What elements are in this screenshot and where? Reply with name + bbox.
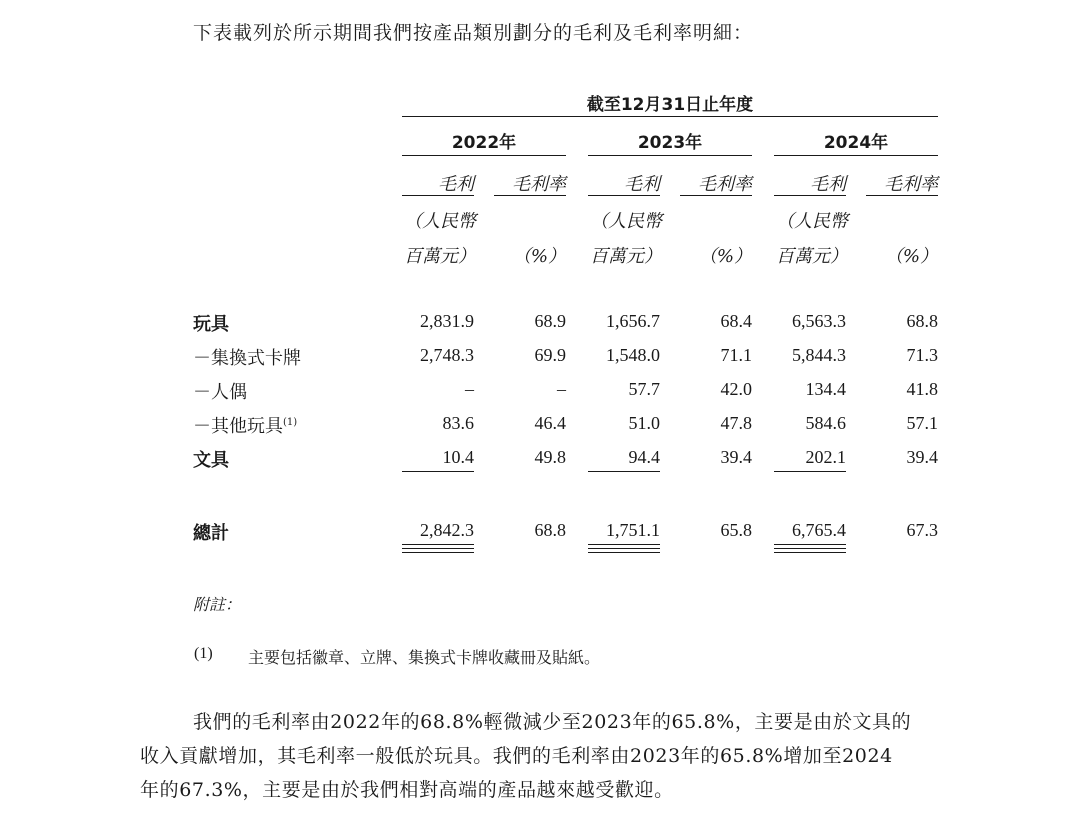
col-gross-profit-2024: 毛利 xyxy=(810,174,846,195)
total-top-rule xyxy=(774,544,846,545)
cell: 83.6 xyxy=(442,413,474,433)
row-label-text: －其他玩具 xyxy=(193,416,283,437)
cell: 69.9 xyxy=(534,345,566,365)
cell: 39.4 xyxy=(906,447,938,467)
cell: 6,563.3 xyxy=(792,311,846,331)
cell: – xyxy=(465,379,474,399)
footnote-ref: (1) xyxy=(283,417,298,428)
cell: 42.0 xyxy=(720,379,752,399)
paragraph-line-1: 我們的毛利率由2022年的68.8%輕微減少至2023年的65.8%，主要是由於文具的 xyxy=(193,711,912,733)
intro-text: 下表載列於所示期間我們按產品類別劃分的毛利及毛利率明細： xyxy=(193,22,754,44)
paragraph-line-3: 年的67.3%，主要是由於我們相對高端的產品越來越受歡迎。 xyxy=(140,779,674,801)
unit-pct-2023: （%） xyxy=(698,246,752,267)
unit-rmb-2023: （人民幣 xyxy=(590,211,662,232)
cell: 41.8 xyxy=(906,379,938,399)
unit-rmb-2022: （人民幣 xyxy=(404,211,476,232)
cell: 584.6 xyxy=(805,413,846,433)
total-double-rule xyxy=(774,548,846,553)
row-label-total: 總計 xyxy=(193,523,229,544)
cell: 46.4 xyxy=(534,413,566,433)
row-label-figures: －人偶 xyxy=(193,382,247,403)
cell: 71.3 xyxy=(906,345,938,365)
cell: 49.8 xyxy=(534,447,566,467)
col-margin-2022: 毛利率 xyxy=(512,174,566,195)
sub-rule xyxy=(494,195,566,196)
cell: 1,548.0 xyxy=(606,345,660,365)
unit-rmb-2024: （人民幣 xyxy=(776,211,848,232)
unit-pct-2022: （%） xyxy=(512,246,566,267)
unit-million-2024: 百萬元） xyxy=(776,246,848,267)
year-2022: 2022年 xyxy=(451,133,517,153)
cell-total: 67.3 xyxy=(906,520,938,540)
cell-total: 2,842.3 xyxy=(420,520,474,540)
col-gross-profit-2023: 毛利 xyxy=(624,174,660,195)
total-top-rule xyxy=(402,544,474,545)
cell: 57.1 xyxy=(906,413,938,433)
row-label-other-toys xyxy=(193,412,297,438)
total-double-rule xyxy=(402,548,474,553)
subtotal-rule xyxy=(774,471,846,472)
year-2024: 2024年 xyxy=(823,133,889,153)
cell: 71.1 xyxy=(720,345,752,365)
total-double-rule xyxy=(588,548,660,553)
cell: 2,831.9 xyxy=(420,311,474,331)
cell: 5,844.3 xyxy=(792,345,846,365)
unit-pct-2024: （%） xyxy=(884,246,938,267)
cell: 68.4 xyxy=(720,311,752,331)
year-rule-2022 xyxy=(402,155,566,156)
col-margin-2023: 毛利率 xyxy=(698,174,752,195)
cell-total: 68.8 xyxy=(534,520,566,540)
total-top-rule xyxy=(588,544,660,545)
cell: 202.1 xyxy=(805,447,846,467)
row-label-stationery: 文具 xyxy=(193,450,229,471)
note-1-marker: (1) xyxy=(194,645,213,662)
cell: 39.4 xyxy=(720,447,752,467)
cell: 134.4 xyxy=(805,379,846,399)
cell-total: 6,765.4 xyxy=(792,520,846,540)
year-rule-2024 xyxy=(774,155,938,156)
sub-rule xyxy=(588,195,660,196)
sub-rule xyxy=(774,195,846,196)
sub-rule xyxy=(402,195,474,196)
unit-million-2023: 百萬元） xyxy=(590,246,662,267)
cell: 51.0 xyxy=(628,413,660,433)
unit-million-2022: 百萬元） xyxy=(404,246,476,267)
cell: 10.4 xyxy=(442,447,474,467)
col-gross-profit-2022: 毛利 xyxy=(438,174,474,195)
cell: 2,748.3 xyxy=(420,345,474,365)
cell: 68.8 xyxy=(906,311,938,331)
cell: 94.4 xyxy=(628,447,660,467)
cell-total: 65.8 xyxy=(720,520,752,540)
period-rule xyxy=(402,116,938,117)
col-margin-2024: 毛利率 xyxy=(884,174,938,195)
cell: 1,656.7 xyxy=(606,311,660,331)
notes-title: 附註： xyxy=(193,595,242,614)
cell: 47.8 xyxy=(720,413,752,433)
subtotal-rule xyxy=(588,471,660,472)
cell: 68.9 xyxy=(534,311,566,331)
cell-total: 1,751.1 xyxy=(606,520,660,540)
subtotal-rule xyxy=(402,471,474,472)
row-label-trading-cards: －集換式卡牌 xyxy=(193,348,301,369)
year-rule-2023 xyxy=(588,155,752,156)
sub-rule xyxy=(680,195,752,196)
cell: 57.7 xyxy=(628,379,660,399)
period-header: 截至12月31日止年度 xyxy=(586,95,754,115)
cell: – xyxy=(557,379,566,399)
note-1-text: 主要包括徽章、立牌、集換式卡牌收藏冊及貼紙。 xyxy=(248,648,601,667)
sub-rule xyxy=(866,195,938,196)
year-2023: 2023年 xyxy=(637,133,703,153)
row-label-toys: 玩具 xyxy=(193,314,229,335)
paragraph-line-2: 收入貢獻增加，其毛利率一般低於玩具。我們的毛利率由2023年的65.8%增加至2024 xyxy=(140,745,893,767)
